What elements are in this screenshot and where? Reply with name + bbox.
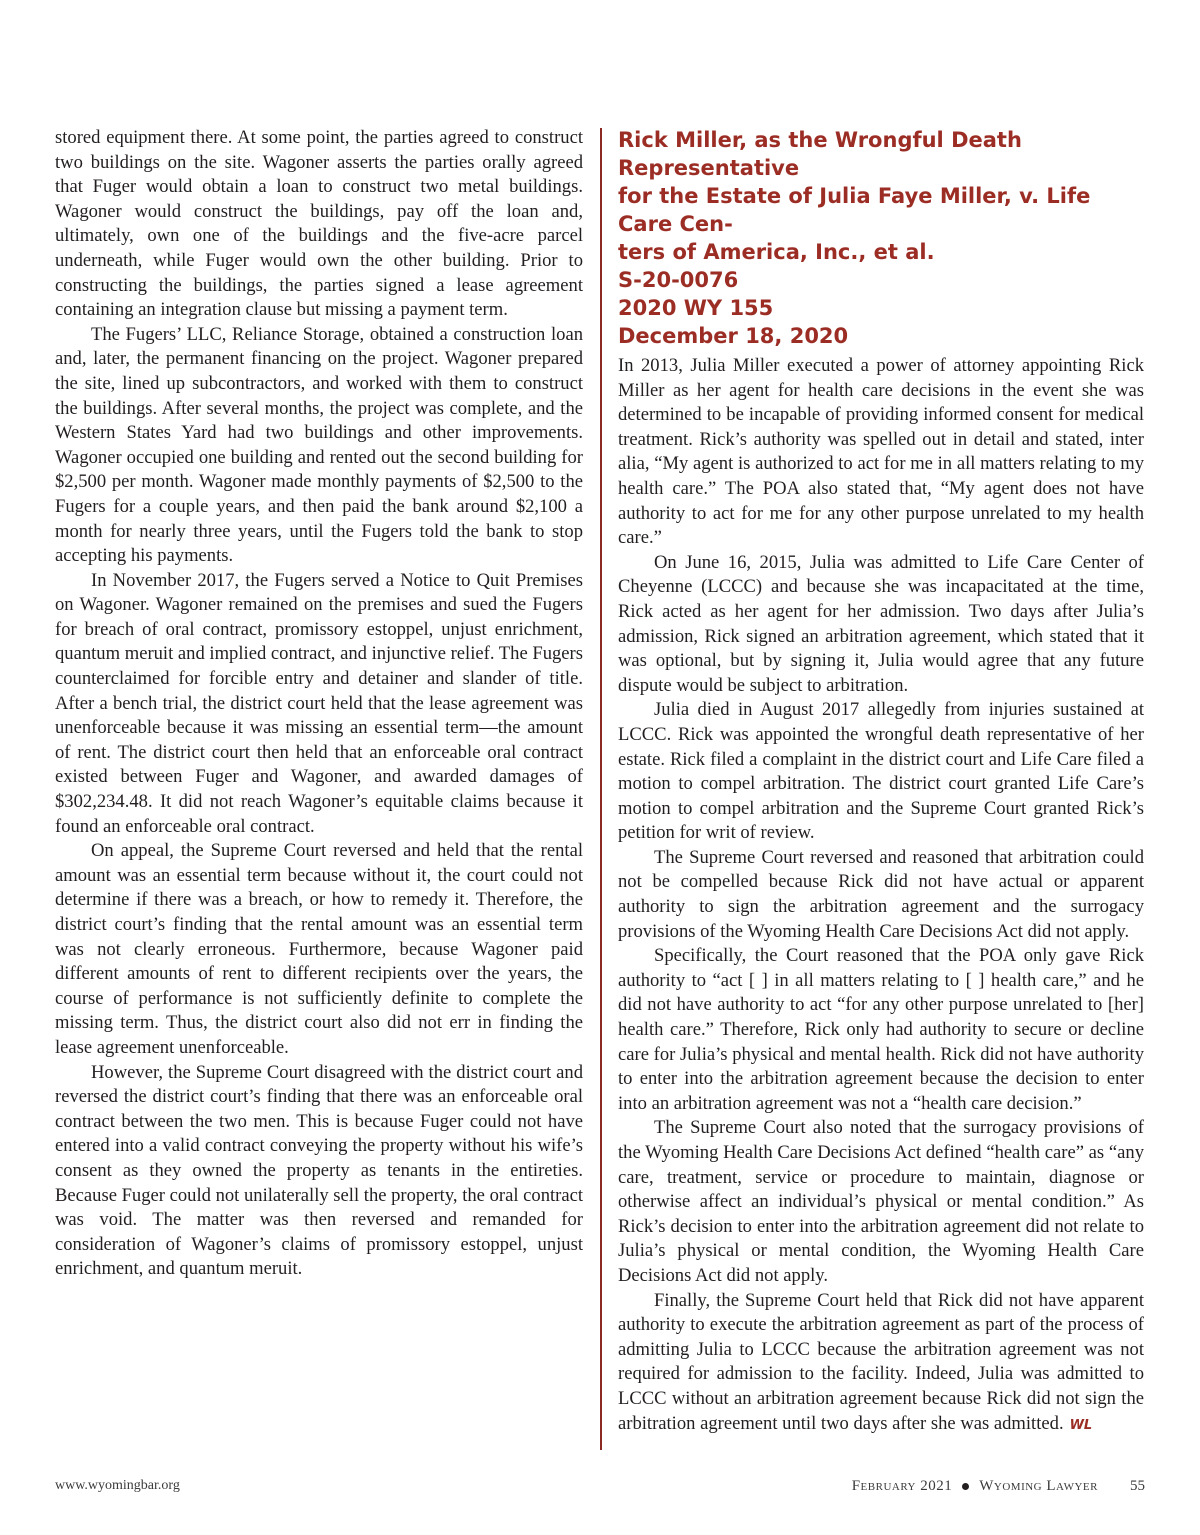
paragraph: However, the Supreme Court disagreed with the district court and reversed the district court’s finding that there was an enforceable oral contract between the two men. This is because Fuger could not have entered into a valid contract conveying the property without his wife’s consent as they owned the property as tenants in the entireties. Because Fuger could not unilaterally sell the property, the oral contract was void. The matter was then reversed and remanded for consideration of Wagoner’s claims of promissory estoppel, unjust enrichment, and quantum meruit. (55, 1061, 584, 1280)
paragraph: stored equipment there. At some point, the parties agreed to construct two buildings on the site. Wagoner asserts the parties orally agreed that Fuger would obtain a loan to construct two metal buildings. Wagoner would construct the buildings, pay off the loan and, ultimately, own one of the buildings and the five-acre parcel underneath, while Fuger would own the other building. Prior to constructing the buildings, the parties signed a lease agreement containing an integration clause but missing a payment term. (55, 127, 583, 321)
footer-publication: Wyoming Lawyer (979, 1478, 1098, 1494)
paragraph (618, 1289, 1144, 1439)
page-number: 55 (1130, 1478, 1145, 1494)
column-divider (600, 128, 602, 1450)
page-footer (55, 1478, 1145, 1498)
case-header (618, 126, 1144, 350)
paragraph: Julia died in August 2017 allegedly from injuries sustained at LCCC. Rick was appointed the wrongful death representative of her estate. Rick filed a complaint in the district court and Life Care filed a motion to compel arbitration. The district court granted Life Care’s motion to compel arbitration and the Supreme Court granted Rick’s petition for writ of review. (618, 699, 1144, 844)
paragraph: In 2013, Julia Miller executed a power of attorney appointing Rick Miller as her agent for health care decisions in the event she was determined to be incapable of providing informed consent for medical treatment. Rick’s authority was spelled out in detail and stated, inter alia, “My agent is authorized to act for me in all matters relating to my health care.” The POA also stated that, “My agent does not have authority to act for me for any other purpose unrelated to my health care.” (618, 355, 1144, 549)
footer-right (852, 1478, 1145, 1495)
case-title-line: for the Estate of Julia Faye Miller, v. Life Care Cen- (618, 184, 1091, 236)
footer-issue: February 2021 (851, 1478, 953, 1494)
paragraph: The Supreme Court reversed and reasoned that arbitration could not be compelled because Rick did not have actual or apparent authority to sign the arbitration agreement and the surrogacy provisions of the Wyoming Health Care Decisions Act did not apply. (618, 846, 1144, 942)
paragraph: In November 2017, the Fugers served a Notice to Quit Premises on Wagoner. Wagoner remained on the premises and sued the Fugers for breach of oral contract, promissory estoppel, unjust enrichment, quantum meruit and implied contract, and injunctive relief. The Fugers counterclaimed for forcible entry and detainer and slander of title. After a bench trial, the district court held that the lease agreement was unenforceable because it was missing an essential term—the amount of rent. The district court then held that an enforceable oral contract existed between Fuger and Wagoner, and awarded damages of $302,234.48. It did not reach Wagoner’s equitable claims because it found an enforceable oral contract. (55, 569, 583, 837)
wl-end-mark: WL (1069, 1417, 1093, 1433)
case-title-line: ters of America, Inc., et al. (618, 240, 935, 264)
paragraph: The Supreme Court also noted that the surrogacy provisions of the Wyoming Health Care Decisions Act defined “health care” as “any care, treatment, service or procedure to maintain, diagnose or otherwise affect an individual’s physical or mental condition.” As Rick’s decision to enter into the arbitration agreement did not relate to Julia’s physical or mental condition, the Wyoming Health Care Decisions Act did not apply. (618, 1117, 1144, 1286)
case-docket: S-20-0076 (618, 268, 739, 292)
paragraph-text: Finally, the Supreme Court held that Rick did not have apparent authority to execute the arbitration agreement as part of the process of admitting Julia to LCCC because the arbitration agreement was not required for admission to the facility. Indeed, Julia was admitted to LCCC without an arbitration agreement because Rick did not sign the arbitration agreement until two days after she was admitted. (618, 1289, 1144, 1434)
right-column (618, 126, 1144, 1438)
case-citation: 2020 WY 155 (618, 296, 774, 320)
paragraph: The Fugers’ LLC, Reliance Storage, obtained a construction loan and, later, the permanent financing on the project. Wagoner prepared the site, lined up subcontractors, and worked with them to construct the buildings. After several months, the project was complete, and the Western States Yard had two buildings and other improvements. Wagoner occupied one building and rented out the second building for $2,500 per month. Wagoner made monthly payments of $2,500 to the Fugers for a couple years, and then paid the bank around $2,100 a month for nearly three years, until the Fugers told the bank to stop accepting his payments. (55, 323, 583, 567)
footer-website: www.wyomingbar.org (55, 1478, 180, 1493)
case-date: December 18, 2020 (618, 324, 849, 348)
paragraph: On appeal, the Supreme Court reversed and held that the rental amount was an essential term because without it, the court could not determine if there was a breach, or how to remedy it. Therefore, the district court’s finding that the rental amount was an essential term was not clearly erroneous. Furthermore, because Wagoner paid different amounts of rent to different recipients over the years, the course of performance is not sufficiently definite to complete the missing term. Thus, the district court also did not err in finding the lease agreement unenforceable. (55, 840, 583, 1058)
case-title-line: Rick Miller, as the Wrongful Death Representative (618, 128, 1022, 180)
paragraph: Specifically, the Court reasoned that the POA only gave Rick authority to “act [ ] in all matters relating to [ ] health care,” and he did not have authority to act “for any other purpose unrelated to [her] health care.” Therefore, Rick only had authority to secure or decline care for Julia’s physical and mental health. Rick did not have authority to enter into the arbitration agreement because the decision to enter into an arbitration agreement was not a “health care decision.” (618, 945, 1144, 1114)
bullet-icon (962, 1483, 969, 1490)
left-column (55, 126, 583, 1282)
paragraph: On June 16, 2015, Julia was admitted to Life Care Center of Cheyenne (LCCC) and because she was incapacitated at the time, Rick acted as her agent for her admission. Two days after Julia’s admission, Rick signed an arbitration agreement, which stated that it was optional, but by signing it, Julia would agree that any future dispute would be subject to arbitration. (618, 551, 1144, 696)
